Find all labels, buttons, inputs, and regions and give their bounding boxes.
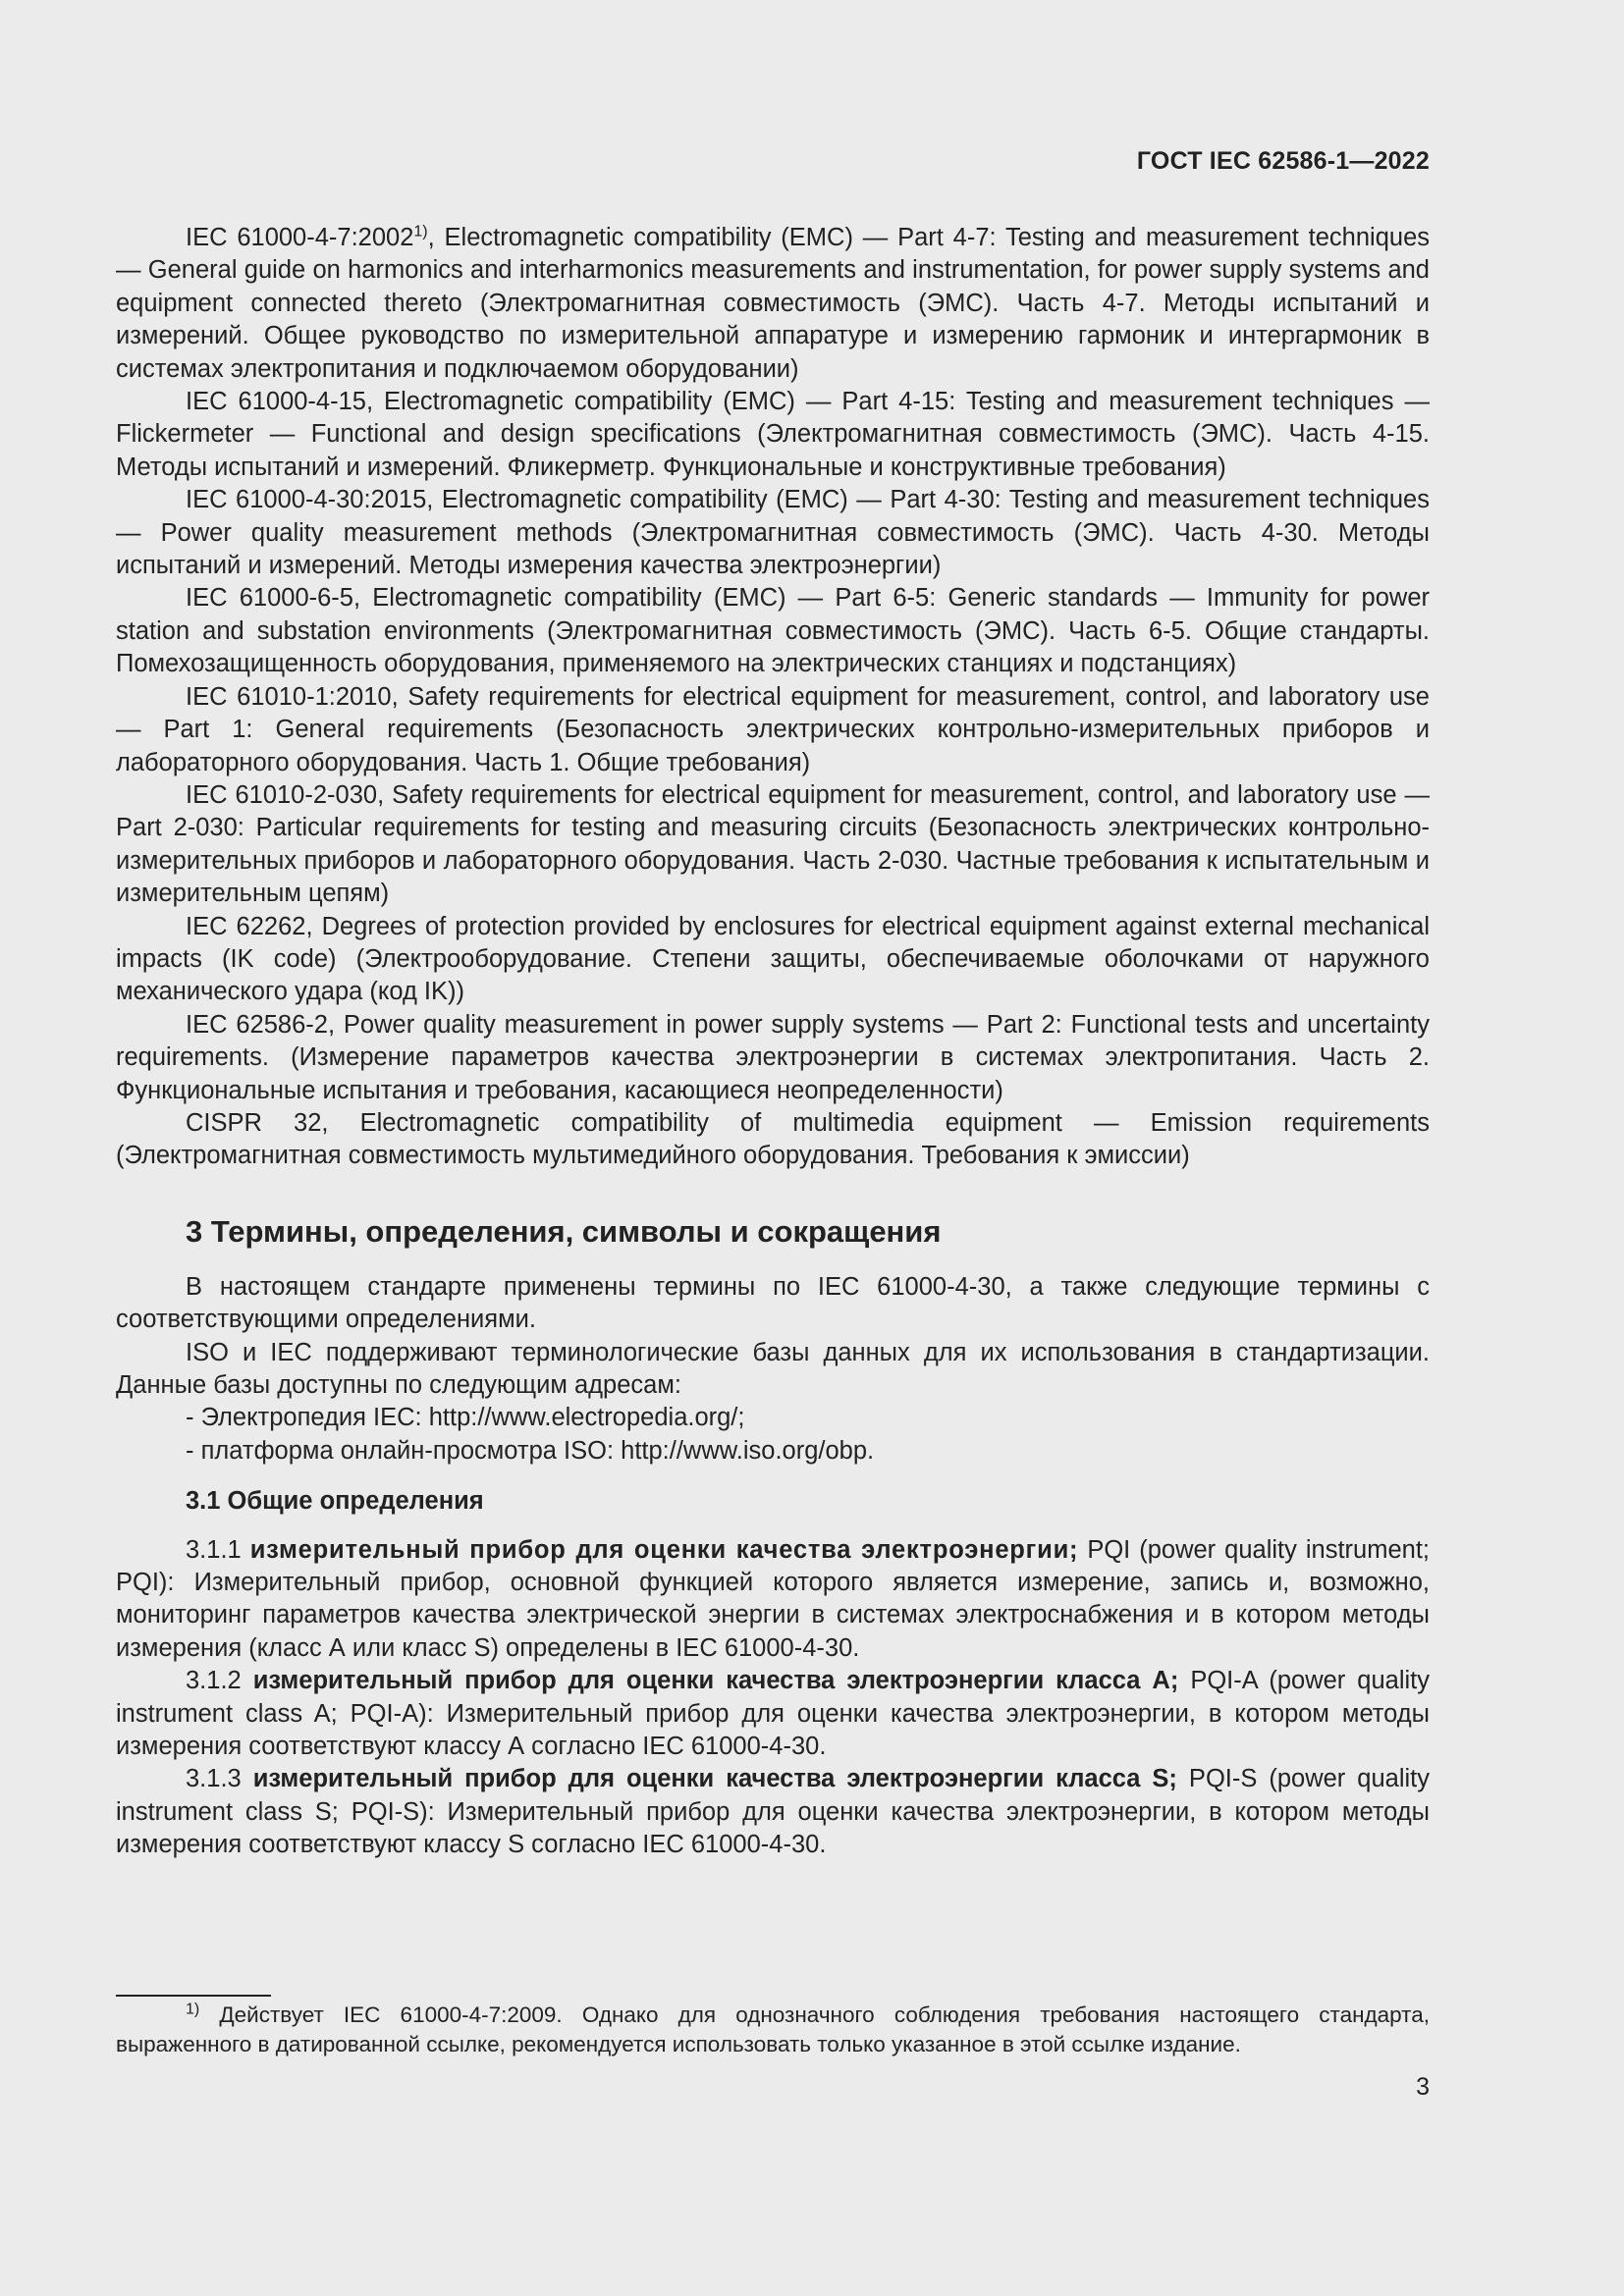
reference-item: IEC 61000-4-30:2015, Electromagnetic compatibility (EMC) — Part 4-30: Testing and measurement techniques — Power quality measurement methods (Электромагнитная совместимость (ЭМС). Часть 4-30. Методы испытаний и измерений. Методы измерения качества электроэнергии) xyxy=(116,486,1430,580)
section-intro: В настоящем стандарте применены термины по IEC 61000-4-30, а также следующие термины с соответствующими определениями. xyxy=(116,1272,1430,1334)
reference-item: IEC 62262, Degrees of protection provided by enclosures for electrical equipment against external mechanical impacts (IK code) (Электрооборудование. Степени защиты, обеспечиваемые оболочками от наружного механического удара (код IK)) xyxy=(116,912,1430,1006)
reference-item: IEC 61000-4-7:2002$^{1)}$, Electromagnetic compatibility (EMC) — Part 4-7: Testing and measurement techniques — General guide on harmonics and interharmonics measurements and instrumentation, for power supply systems and equipment connected thereto (Электромагнитная совместимость (ЭМС). Часть 4-7. Методы испытаний и измерений. Общее руководство по измерительной аппаратуре и измерению гармоник и интергармоник в системах электропитания и подключаемом оборудовании) xyxy=(116,223,1430,383)
document-header: ГОСТ IEC 62586-1—2022 xyxy=(1136,147,1430,175)
definition-text: PQI (power quality instrument; PQI): Измерительный прибор, основной функцией которого является измерение, запись и, возможно, мониторинг параметров качества электрической энергии в системах электроснабжения и в котором методы измерения (класс А или класс S) определены в IEC 61000-4-30. xyxy=(116,1535,1430,1662)
definition-item xyxy=(116,1763,1430,1861)
definition-text: PQI-A (power quality instrument class A; PQI-A): Измерительный прибор для оценки качества электроэнергии, в котором методы измерения соответствуют классу А согласно IEC 61000-4-30. xyxy=(116,1667,1430,1761)
normative-references xyxy=(116,222,1430,1173)
definition-term: измерительный прибор для оценки качества электроэнергии; xyxy=(249,1535,1079,1564)
link-item-electropedia: - Электропедия IEC: http://www.electropedia.org/; xyxy=(186,1404,745,1432)
footnote-text: Действует IEC 61000-4-7:2009. Однако для однозначного соблюдения требования настоящего стандарта, выраженного в датированной ссылке, рекомендуется использовать только указанное в этой ссылке издание. xyxy=(116,2002,1430,2056)
definition-text: PQI-S (power quality instrument class S; PQI-S): Измерительный прибор для оценки качества электроэнергии, в котором методы измерения соответствуют классу S согласно IEC 61000-4-30. xyxy=(116,1765,1431,1859)
section-title: 3 Термины, определения, символы и сокращения xyxy=(186,1213,942,1249)
reference-item: IEC 61010-1:2010, Safety requirements for electrical equipment for measurement, control, and laboratory use — Part 1: General requirements (Безопасность электрических контрольно-измерительных приборов и лабораторного оборудования. Часть 1. Общие требования) xyxy=(116,682,1430,776)
section-databases: ISO и IEC поддерживают терминологические базы данных для их использования в стандартизации. Данные базы доступны по следующим адресам: xyxy=(116,1338,1430,1399)
reference-item: IEC 61000-6-5, Electromagnetic compatibility (EMC) — Part 6-5: Generic standards — Immunity for power station and substation environments (Электромагнитная совместимость (ЭМС). Часть 6-5. Общие стандарты. Помехозащищенность оборудования, применяемого на электрических станциях и подстанциях) xyxy=(116,584,1430,678)
link-item-iso-obp: - платформа онлайн-просмотра ISO: http://www.iso.org/obp. xyxy=(186,1436,875,1465)
footnote-divider xyxy=(116,1995,271,1997)
definition-item xyxy=(116,1534,1430,1666)
subsection-title: 3.1 Общие определения xyxy=(186,1487,484,1516)
definition-term: измерительный прибор для оценки качества электроэнергии класса А; xyxy=(252,1667,1179,1695)
footnote xyxy=(116,2001,1430,2059)
page-number: 3 xyxy=(1416,2073,1430,2101)
definition-number: 3.1.2 xyxy=(186,1667,242,1695)
definition-number: 3.1.3 xyxy=(186,1765,242,1793)
page-content xyxy=(116,222,1430,1862)
reference-item: IEC 61000-4-15, Electromagnetic compatibility (EMC) — Part 4-15: Testing and measurement techniques — Flickermeter — Functional and design specifications (Электромагнитная совместимость (ЭМС). Часть 4-15. Методы испытаний и измерений. Фликерметр. Функциональные и конструктивные требования) xyxy=(116,388,1430,481)
reference-item: CISPR 32, Electromagnetic compatibility of multimedia equipment — Emission requirements (Электромагнитная совместимость мультимедийного оборудования. Требования к эмиссии) xyxy=(116,1108,1430,1170)
reference-item: IEC 61010-2-030, Safety requirements for electrical equipment for measurement, control, and laboratory use — Part 2-030: Particular requirements for testing and measuring circuits (Безопасность электрических контрольно-измерительных приборов и лабораторного оборудования. Часть 2-030. Частные требования к испытательным и измерительным цепям) xyxy=(116,780,1430,908)
definition-number: 3.1.1 xyxy=(186,1535,242,1564)
footnote-marker: 1) xyxy=(413,223,428,240)
definition-term: измерительный прибор для оценки качества электроэнергии класса S; xyxy=(252,1765,1177,1793)
reference-item: IEC 62586-2, Power quality measurement in power supply systems — Part 2: Functional tests and uncertainty requirements. (Измерение параметров качества электроэнергии в системах электропитания. Часть 2. Функциональные испытания и требования, касающиеся неопределенности) xyxy=(116,1010,1430,1104)
footnote-marker: 1) xyxy=(186,2001,200,2018)
definition-item xyxy=(116,1665,1430,1763)
